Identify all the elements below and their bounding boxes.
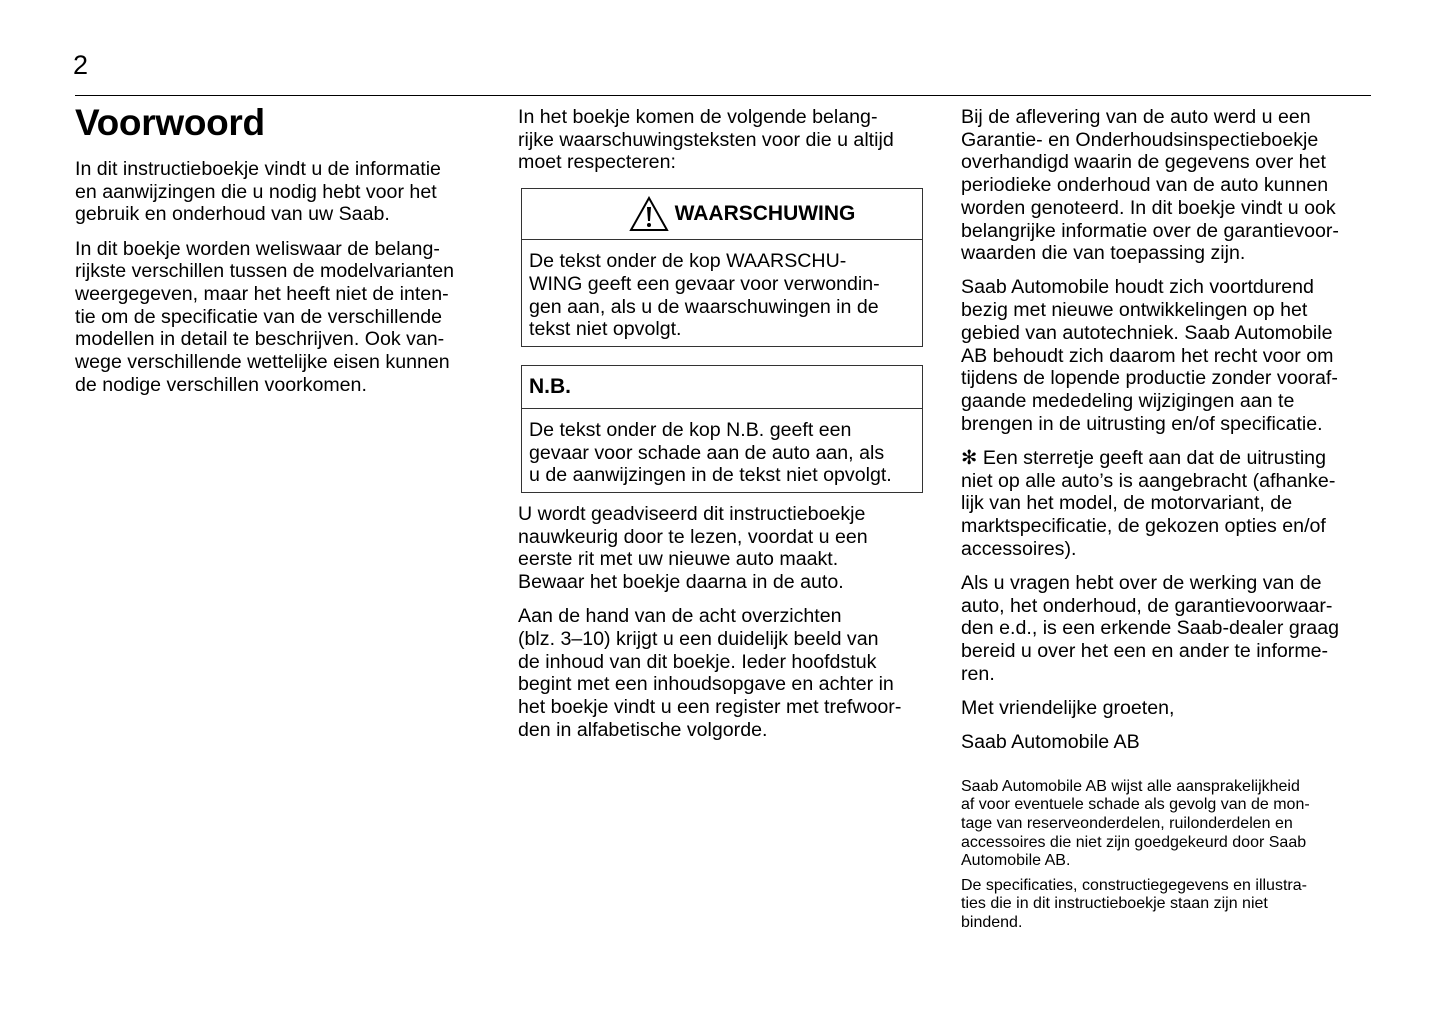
paragraph: In dit instructieboekje vindt u de informatie en aanwijzingen die u nodig hebt voor het gebruik en onderhoud van uw Saab. [75, 158, 441, 226]
column-3 [961, 106, 1339, 939]
note-box [521, 365, 923, 493]
closing-greeting: Met vriendelijke groeten, [961, 696, 1175, 719]
disclaimer-paragraph: Saab Automobile AB wijst alle aansprakelijkheid af voor eventuele schade als gevolg van de mon- tage van reserveonderdelen, ruilonderdelen en accessoires die niet zijn goedgekeurd door Saab Automobile AB. [961, 777, 1310, 870]
asterisk-note: ✻ Een sterretje geeft aan dat de uitrusting niet op alle auto’s is aangebracht (afhanke- lijk van het model, de motorvariant, de marktspecificatie, de gekozen opties en/of accessoires). [961, 446, 1336, 560]
warning-box [521, 188, 923, 347]
paragraph: Bij de aflevering van de auto werd u een Garantie- en Onderhoudsinspectieboekje overhandigd waarin de gegevens over het periodieke onderhoud van de auto kunnen worden genoteerd. In dit boekje vindt u ook belangrijke informatie over de garantievoor- waarden die van toepassing zijn. [961, 106, 1339, 265]
column-1 [75, 158, 454, 408]
paragraph: In dit boekje worden weliswaar de belang- rijkste verschillen tussen de modelvarianten weergegeven, maar het heeft niet de inten- tie om de specificatie van de verschillende modellen in detail te beschrijven. Ook van- wege verschillende wettelijke eisen kunnen de nodige verschillen voorkomen. [75, 237, 454, 396]
signature: Saab Automobile AB [961, 731, 1140, 754]
warning-triangle-icon [629, 196, 669, 232]
page-title: Voorwoord [75, 102, 265, 143]
note-header: N.B. [522, 366, 922, 409]
warning-header [522, 189, 922, 240]
header-rule [75, 95, 1371, 96]
warning-body: De tekst onder de kop WAARSCHU- WING geeft een gevaar voor verwondin- gen aan, als u de waarschuwingen in de tekst niet opvolgt. [529, 250, 880, 341]
warning-heading: WAARSCHUWING [674, 201, 856, 225]
paragraph: Saab Automobile houdt zich voortdurend bezig met nieuwe ontwikkelingen op het gebied van autotechniek. Saab Automobile AB behoudt zich daarom het recht voor om tijdens de lopende productie zonder vooraf- gaande mededeling wijzigingen aan te brengen in de uitrusting en/of specificatie. [961, 276, 1338, 435]
note-body: De tekst onder de kop N.B. geeft een gevaar voor schade aan de auto aan, als u de aanwijzingen in de tekst niet opvolgt. [529, 418, 892, 487]
paragraph: Als u vragen hebt over de werking van de auto, het onderhoud, de garantievoorwaar- den e.d., is een erkende Saab-dealer graag bereid u over het een en ander te informe- ren. [961, 571, 1339, 685]
paragraph: Aan de hand van de acht overzichten (blz. 3–10) krijgt u een duidelijk beeld van de inhoud van dit boekje. Ieder hoofdstuk begint met een inhoudsopgave en achter in het boekje vindt u een register met trefwoor- den in alfabetische volgorde. [518, 605, 902, 741]
paragraph: In het boekje komen de volgende belang- rijke waarschuwingsteksten voor die u altijd moet respecteren: [518, 106, 894, 174]
column-2 [518, 106, 923, 753]
disclaimer-paragraph: De specificaties, constructiegegevens en illustra- ties die in dit instructieboekje staan zijn niet bindend. [961, 876, 1307, 931]
page-number: 2 [73, 50, 89, 80]
disclaimer [961, 778, 1339, 933]
paragraph: U wordt geadviseerd dit instructieboekje nauwkeurig door te lezen, voordat u een eerste rit met uw nieuwe auto maakt. Bewaar het boekje daarna in de auto. [518, 503, 868, 594]
